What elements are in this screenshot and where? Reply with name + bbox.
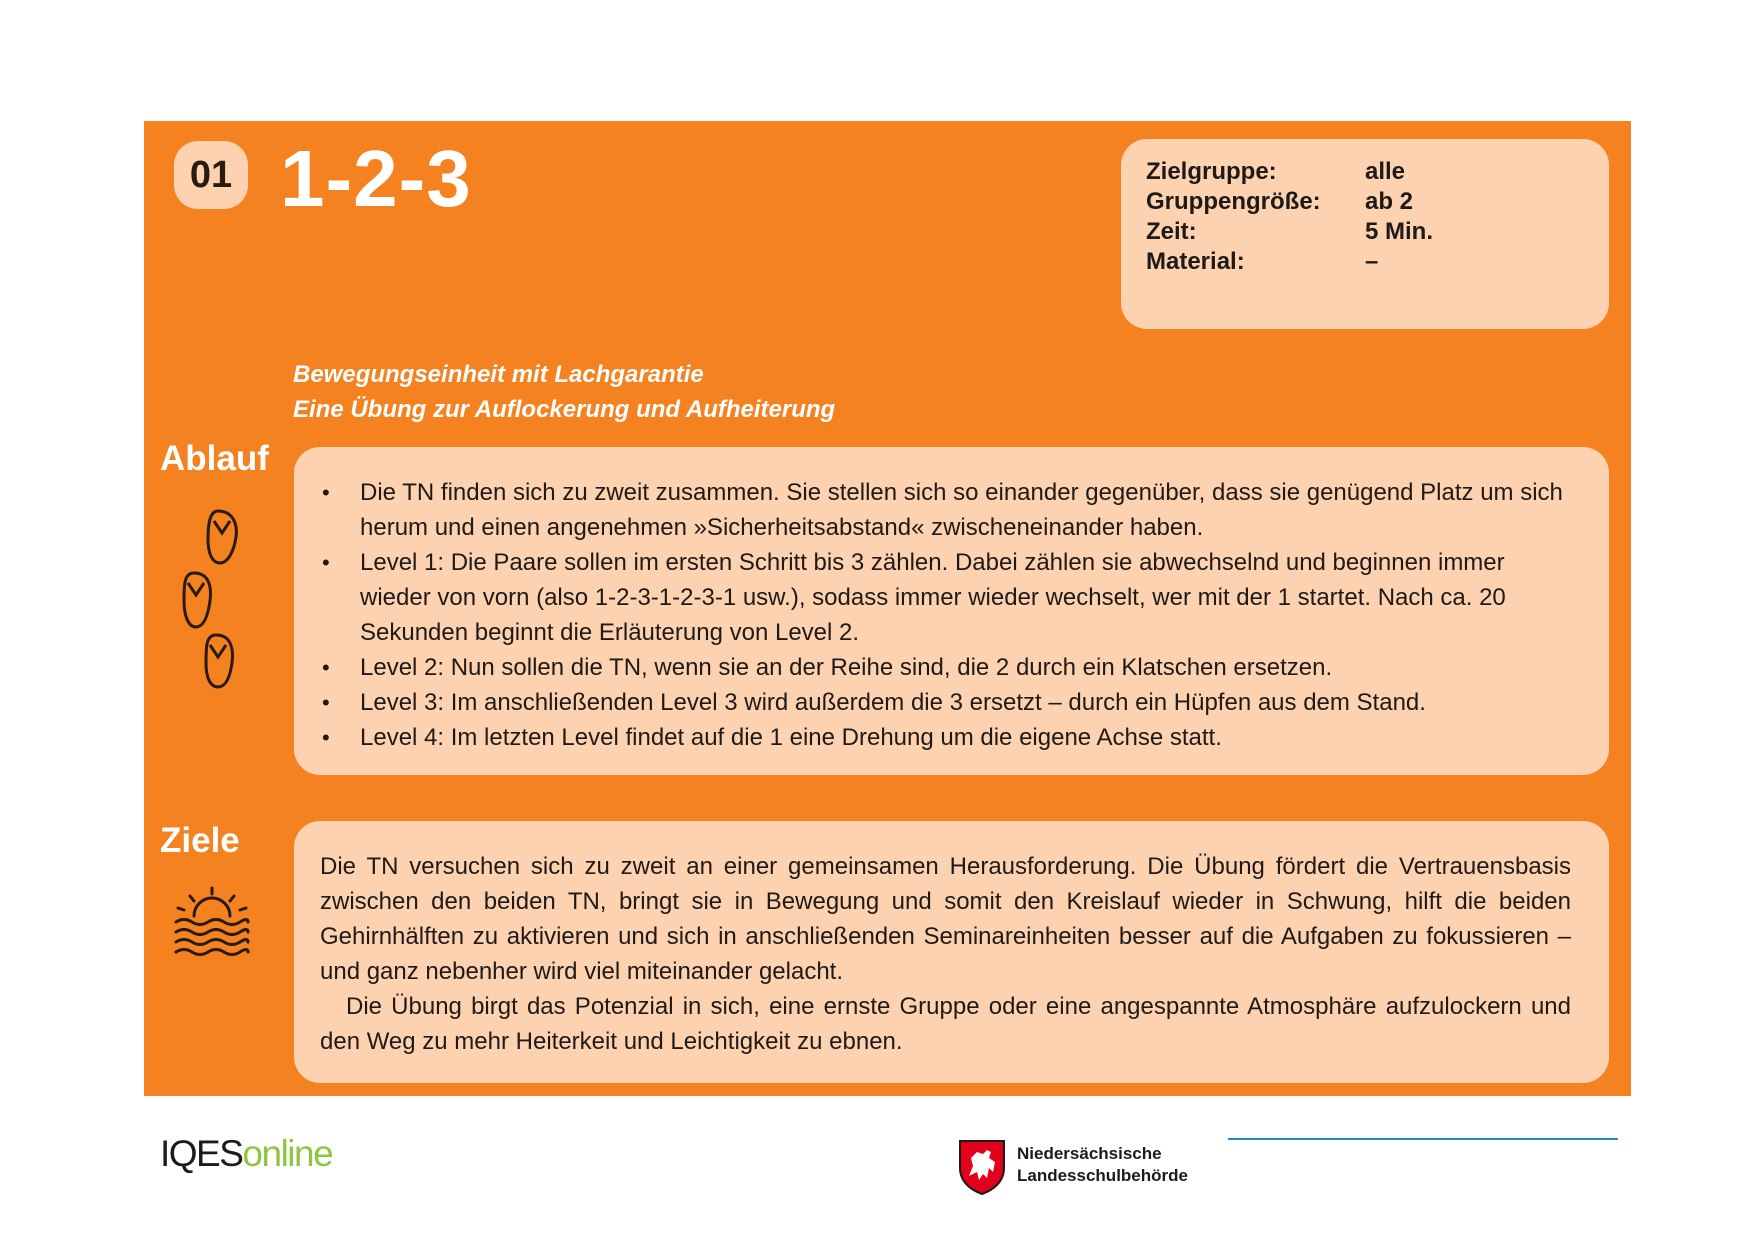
logo-part-iqes: IQES xyxy=(160,1133,243,1174)
meta-label: Zielgruppe: xyxy=(1146,158,1277,185)
list-item: • Level 4: Im letzten Level findet auf die 1 eine Drehung um die eigene Achse statt. xyxy=(294,720,1577,755)
ziele-text xyxy=(294,821,1609,1059)
subtitle-line-2: Eine Übung zur Auflockerung und Aufheiterung xyxy=(293,396,836,423)
list-item: • Level 3: Im anschließenden Level 3 wird außerdem die 3 ersetzt – durch ein Hüpfen aus dem Stand. xyxy=(294,685,1577,720)
exercise-number-badge: 01 xyxy=(174,141,248,209)
meta-row-gruppengroesse xyxy=(1146,187,1433,217)
subtitle xyxy=(293,357,835,427)
logo-part-online: online xyxy=(242,1133,333,1174)
footprints-icon xyxy=(176,503,246,693)
horse-crest-icon xyxy=(957,1138,1007,1196)
meta-value: – xyxy=(1365,248,1379,275)
meta-info-box xyxy=(1121,139,1609,329)
authority-line-1: Niedersächsische xyxy=(1017,1144,1162,1163)
meta-value: ab 2 xyxy=(1365,188,1414,215)
meta-label: Zeit: xyxy=(1146,218,1197,245)
list-item: • Level 2: Nun sollen die TN, wenn sie an der Reihe sind, die 2 durch ein Klatschen ersetzen. xyxy=(294,650,1577,685)
sunset-icon xyxy=(172,886,252,956)
meta-value: alle xyxy=(1365,158,1406,185)
ablauf-box xyxy=(294,447,1609,775)
iqes-online-logo xyxy=(160,1133,332,1175)
list-item: • Die TN finden sich zu zweit zusammen. Sie stellen sich so einander gegenüber, dass sie genügend Platz um sich herum und einen angenehmen »Sicherheitsabstand« zwischeneinander haben. xyxy=(294,475,1577,545)
ziele-heading: Ziele xyxy=(160,821,240,860)
exercise-title: 1-2-3 xyxy=(280,134,472,223)
meta-table xyxy=(1146,157,1433,277)
meta-row-zeit xyxy=(1146,217,1433,247)
meta-label: Material: xyxy=(1146,248,1245,275)
list-item: • Level 1: Die Paare sollen im ersten Schritt bis 3 zählen. Dabei zählen sie abwechselnd und beginnen immer wieder von vorn (also 1-2-3-1-2-3-1 usw.), sodass immer wieder wechselt, wer mit der 1 startet. Nach ca. 20 Sekunden beginnt die Erläuterung von Level 2. xyxy=(294,545,1577,650)
meta-row-material xyxy=(1146,247,1433,277)
authority-name xyxy=(1017,1143,1188,1187)
meta-row-zielgruppe xyxy=(1146,157,1433,187)
exercise-card xyxy=(144,121,1631,1096)
ziele-paragraph-2: Die Übung birgt das Potenzial in sich, eine ernste Gruppe oder eine angespannte Atmosphäre aufzulockern und den Weg zu mehr Heiterkeit und Leichtigkeit zu ebnen. xyxy=(320,993,1571,1055)
footer-rule xyxy=(1228,1138,1618,1140)
authority-line-2: Landesschulbehörde xyxy=(1017,1166,1188,1185)
ziele-paragraph-1: Die TN versuchen sich zu zweit an einer gemeinsamen Herausforderung. Die Übung fördert die Vertrauensbasis zwischen den beiden TN, bringt sie in Bewegung und somit den Kreislauf wieder in Schwung, hilft die beiden Gehirnhälften zu aktivieren und sich in anschließenden Seminareinheiten besser auf die Aufgaben zu fokussieren – und ganz nebenher wird viel miteinander gelacht. xyxy=(320,853,1571,985)
ablauf-heading: Ablauf xyxy=(160,439,269,478)
subtitle-line-1: Bewegungseinheit mit Lachgarantie xyxy=(293,361,704,388)
meta-label: Gruppengröße: xyxy=(1146,188,1321,215)
ziele-box xyxy=(294,821,1609,1083)
landesschulbehoerde-logo xyxy=(957,1138,1217,1198)
meta-value: 5 Min. xyxy=(1365,218,1434,245)
ablauf-steps-list xyxy=(294,447,1609,755)
